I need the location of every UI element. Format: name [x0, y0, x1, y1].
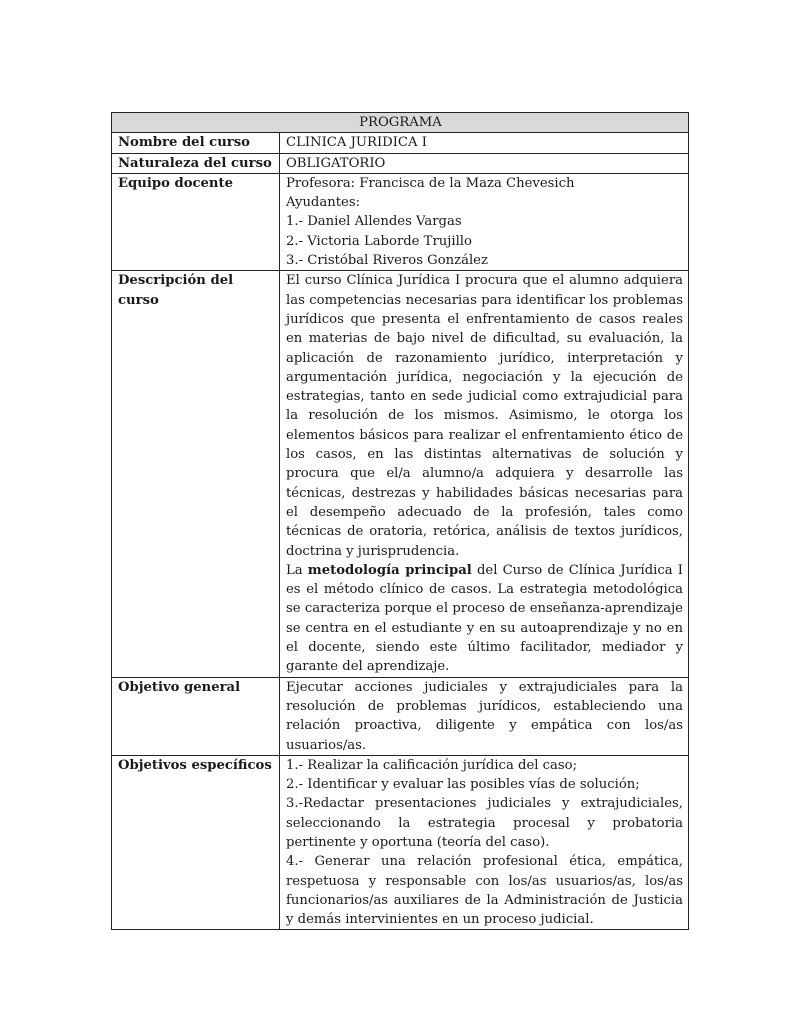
assistant-item: 1.- Daniel Allendes Vargas — [286, 214, 462, 230]
professor-line: Profesora: Francisca de la Maza Chevesich — [286, 175, 575, 191]
general-objective-value: Ejecutar acciones judiciales y extrajudiciales para la resolución de problemas jurídicos, estableciendo una relación proactiva, diligente y empática con los/as usuarios/as. — [280, 677, 689, 755]
methodology-rest: del Curso de Clínica Jurídica I es el método clínico de casos. La estrategia metodológica se caracteriza porque el proceso de enseñanza-aprendizaje se centra en el estudiante y en su autoaprendizaje y no en el docente, siendo este último facilitador, mediador y garante del aprendizaje. — [286, 562, 683, 675]
assistants-heading: Ayudantes: — [286, 195, 361, 211]
program-table — [111, 112, 689, 930]
description-value — [280, 271, 689, 677]
course-nature-value: OBLIGATORIO — [280, 153, 689, 173]
row-label: Equipo docente — [112, 173, 280, 270]
table-header-row — [112, 113, 689, 133]
table-row-general-objective — [112, 677, 689, 755]
assistant-item: 3.- Cristóbal Riveros González — [286, 253, 488, 269]
methodology-prefix: La — [286, 562, 308, 578]
assistant-item: 2.- Victoria Laborde Trujillo — [286, 233, 472, 249]
objective-item: 4.- Generar una relación profesional ética, empática, respetuosa y responsable con los/as usuarios/as, los/as funcionarios/as auxiliares de la Administración de Justicia y demás intervinientes en un proceso judicial. — [286, 854, 683, 928]
course-name-value: CLINICA JURIDICA I — [280, 133, 689, 153]
row-label: Objetivos específicos — [112, 755, 280, 930]
table-row-course-nature — [112, 153, 689, 173]
objective-item: 1.- Realizar la calificación jurídica del caso; — [286, 757, 578, 773]
specific-objectives-value — [280, 755, 689, 930]
table-row-teaching-team — [112, 173, 689, 270]
description-paragraph: El curso Clínica Jurídica I procura que el alumno adquiera las competencias necesarias para identificar los problemas jurídicos que presenta el enfrentamiento de casos reales en materias de bajo nivel de dificultad, su evaluación, la aplicación de razonamiento jurídico, interpretación y argumentación jurídica, negociación y la ejecución de estrategias, tanto en sede judicial como extrajudicial para la resolución de los mismos. Asimismo, le otorga los elementos básicos para realizar el enfrentamiento ético de los casos, en las distintas alternativas de solución y procura que el/a alumno/a adquiera y desarrolle las técnicas, destrezas y habilidades básicas necesarias para el desempeño adecuado de la profesión, tales como técnicas de oratoria, retórica, análisis de textos jurídicos, doctrina y jurisprudencia. — [286, 273, 683, 559]
objective-item: 2.- Identificar y evaluar las posibles vías de solución; — [286, 777, 640, 793]
methodology-paragraph — [286, 561, 683, 677]
row-label: Descripción del curso — [112, 271, 280, 677]
objective-item: 3.-Redactar presentaciones judiciales y extrajudiciales, seleccionando la estrategia procesal y probatoria pertinente y oportuna (teoría del caso). — [286, 796, 683, 850]
row-label: Nombre del curso — [112, 133, 280, 153]
teaching-team-value — [280, 173, 689, 270]
row-label: Objetivo general — [112, 677, 280, 755]
row-label: Naturaleza del curso — [112, 153, 280, 173]
table-row-specific-objectives — [112, 755, 689, 930]
table-row-description — [112, 271, 689, 677]
table-row-course-name — [112, 133, 689, 153]
methodology-bold: metodología principal — [307, 562, 472, 578]
table-title: PROGRAMA — [112, 113, 689, 133]
